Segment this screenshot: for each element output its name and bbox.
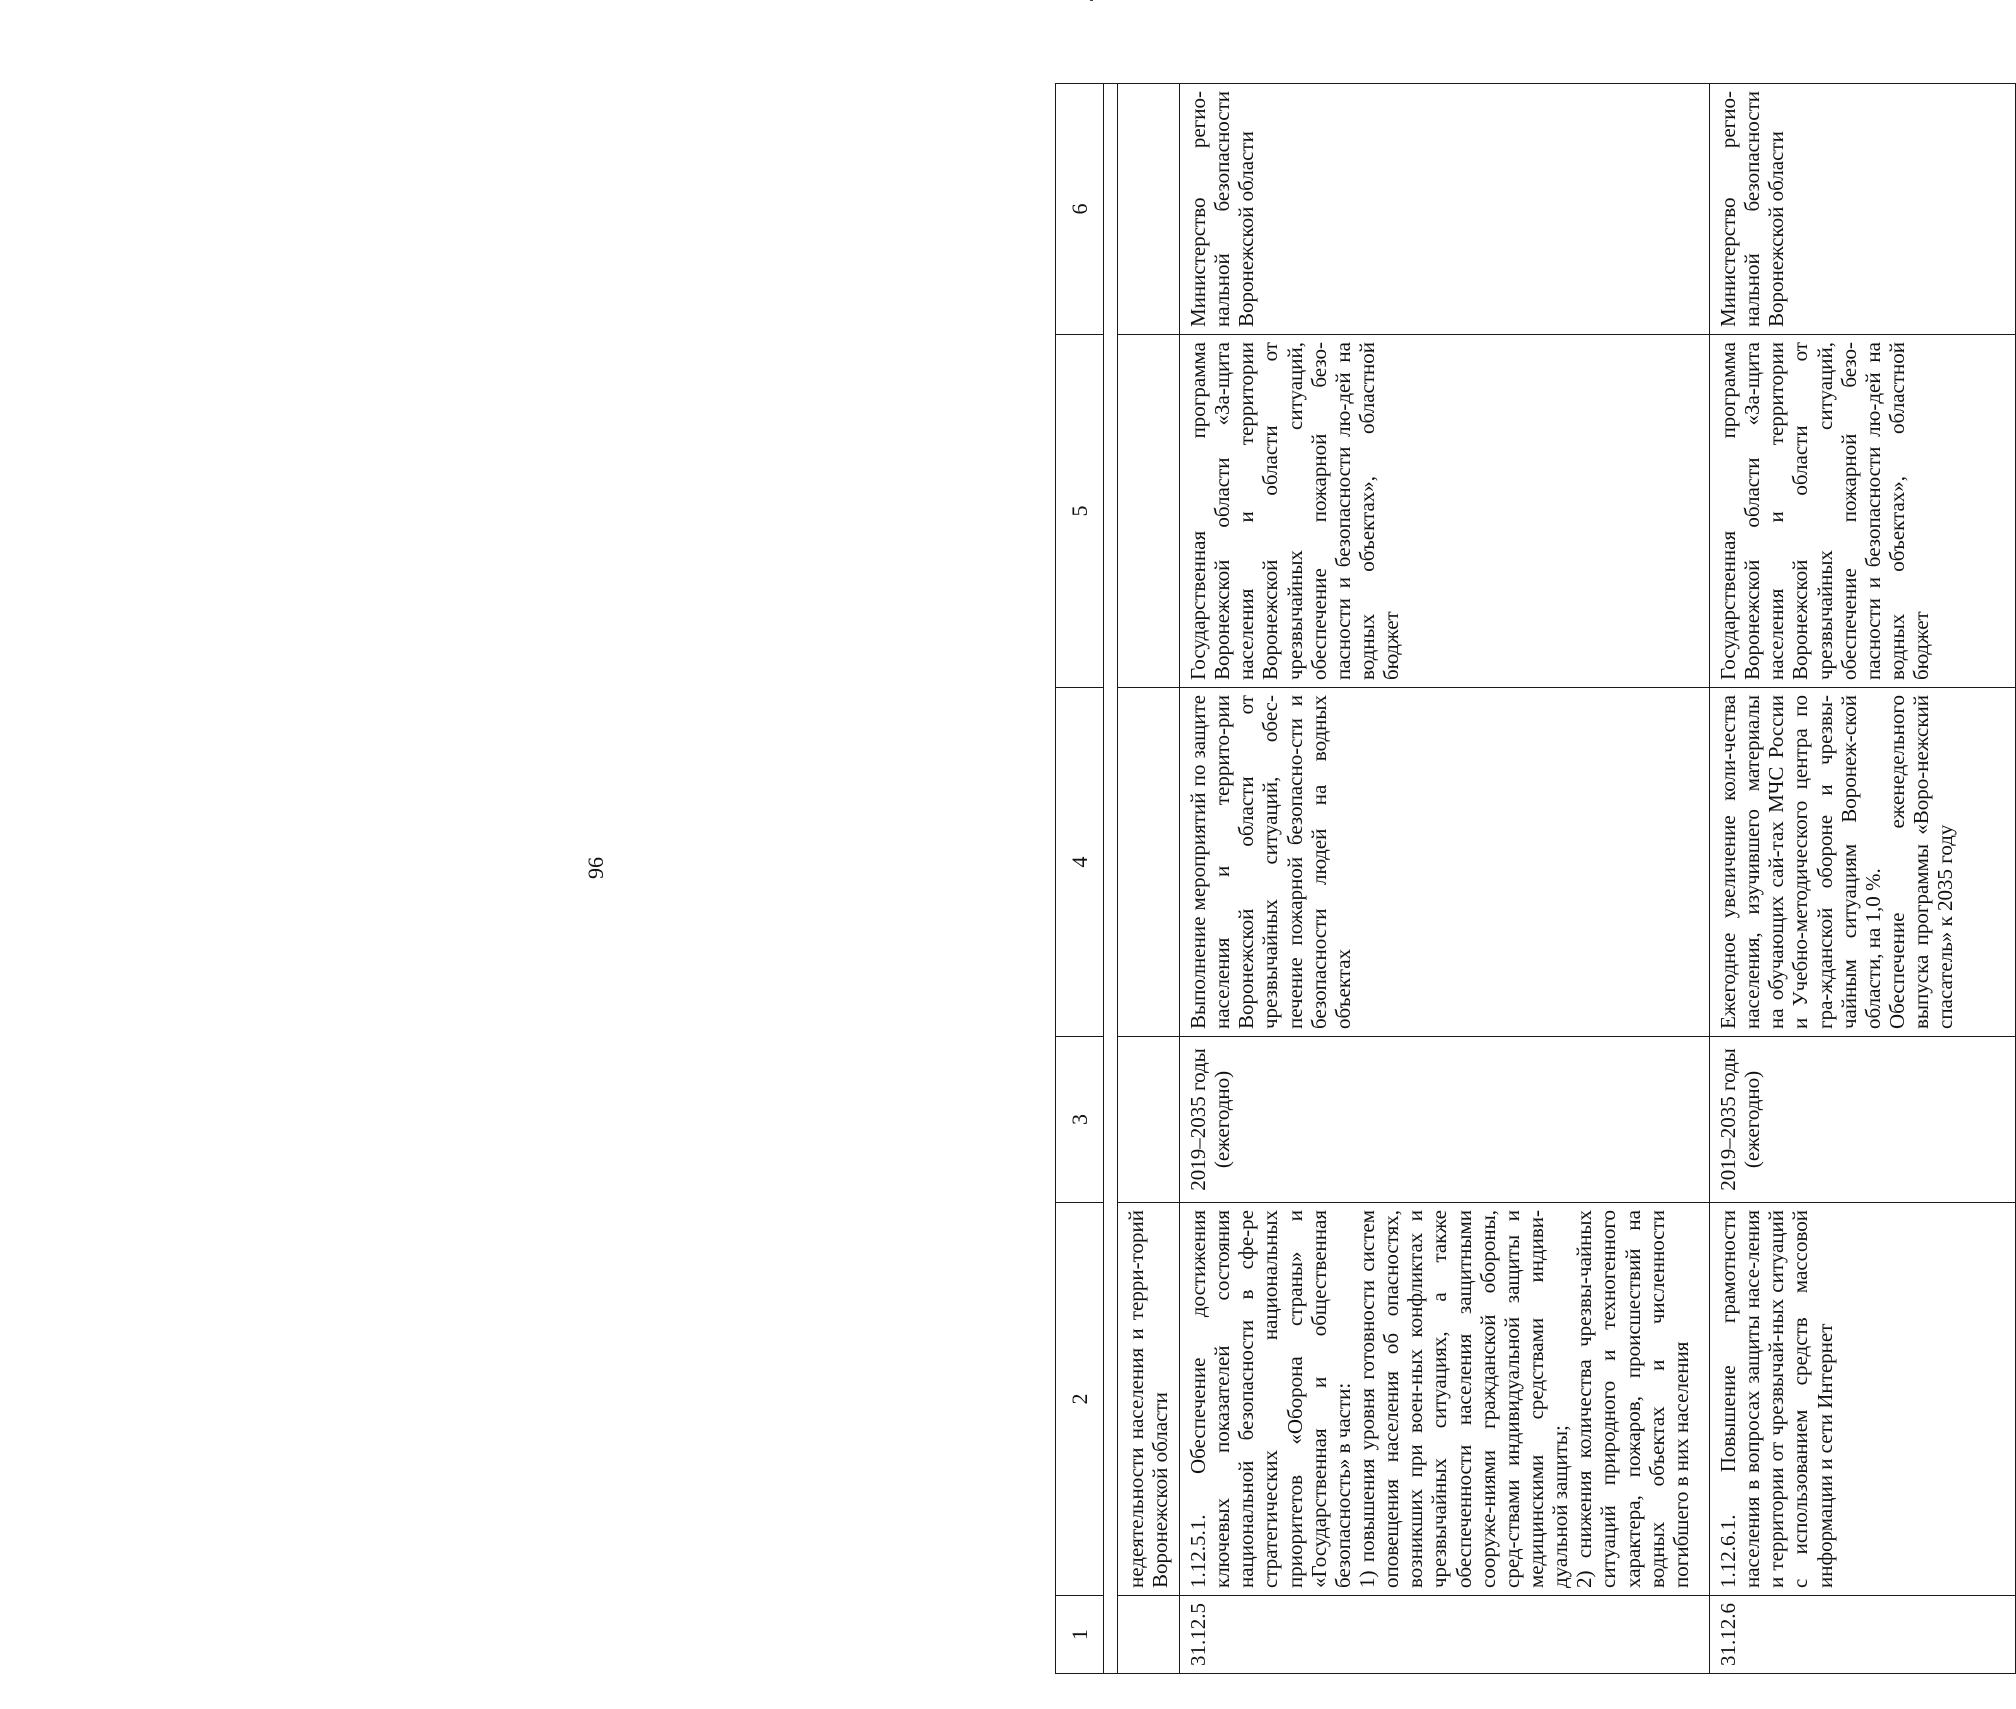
header-col-4: 4: [1056, 688, 1104, 1037]
measures-table: [1055, 83, 2016, 1674]
table-container: [1055, 84, 2015, 1674]
measure-item-1: 1) повышения уровня готовности систем оповещения населения об опасностях, возникших при воен-ных конфликтах и чрезвычайных ситуациях, а также обеспеченности населения защитными сооруже-ниями гражданской обороны, сред-ствами индивидуальной защиты и медицинскими средствами индиви-дуальной защиты;: [1354, 1210, 1573, 1588]
page-number: 96: [583, 857, 608, 879]
executor: Министерство регио-нальной безопасности Воронежской области: [1180, 84, 1710, 335]
header-col-2: 2: [1056, 1203, 1104, 1596]
header-col-5: 5: [1056, 335, 1104, 688]
expected-result: [1710, 688, 2016, 1037]
header-col-3: 3: [1056, 1037, 1104, 1203]
scan-mark: [1090, 0, 1093, 1]
table-row: [1710, 84, 2016, 1674]
period: 2019–2035 годы (ежегодно): [1180, 1037, 1710, 1203]
spacer-row: [1104, 84, 1118, 1674]
row-number: 31.12.5: [1180, 1596, 1710, 1674]
expected-result-part-2: Обеспечение еженедельного выпуска программы «Воро-нежский спасатель» к 2035 году: [1884, 695, 1958, 1029]
header-row: [1056, 84, 1104, 1674]
measure-item-2: 2) снижения количества чрезвы-чайных ситуаций природного и техногенного характера, пожаров, происшествий на водных объектах и численности погибшего в них населения: [1572, 1210, 1693, 1588]
program-source: Государственная программа Воронежской области «За-щита населения и территории Воронежской области от чрезвычайных ситуаций, обеспечение пожарной безо-пасности и безопасности лю-дей на водных объектах», областной бюджет: [1180, 335, 1710, 688]
spacer-cell: [1104, 84, 1118, 1674]
table-row: [1180, 84, 1710, 1674]
cell-continuation-text: недеятельности населения и терри-торий Воронежской области: [1118, 1203, 1180, 1596]
table-row-continuation: [1118, 84, 1180, 1674]
measure-title: 1.12.5.1. Обеспечение достижения ключевых показателей состояния национальной безопасности в сфе-ре стратегических национальных приоритетов «Оборона страны» и «Государственная и общественная безопасность» в части:: [1186, 1210, 1355, 1588]
cell-empty: [1118, 84, 1180, 335]
measure-description: 1.12.6.1. Повышение грамотности населения в вопросах защиты насе-ления и территории от чрезвычай-ных ситуаций с использованием средств массовой информации и сети Интернет: [1710, 1203, 2016, 1596]
measure-description: [1180, 1203, 1710, 1596]
row-number: 31.12.6: [1710, 1596, 2016, 1674]
header-col-6: 6: [1056, 84, 1104, 335]
expected-result-part-1: Ежегодное увеличение коли-чества населения, изучившего материалы на обучающих сай-тах МЧС России и Учебно-методического центра по гра-жданской обороне и чрезвы-чайным ситуациям Воронеж-ской области, на 1,0 %.: [1716, 695, 1885, 1029]
period: 2019–2035 годы (ежегодно): [1710, 1037, 2016, 1203]
program-source: Государственная программа Воронежской области «За-щита населения и территории Воронежской области от чрезвычайных ситуаций, обеспечение пожарной безо-пасности и безопасности лю-дей на водных объектах», областной бюджет: [1710, 335, 2016, 688]
executor: Министерство регио-нальной безопасности Воронежской области: [1710, 84, 2016, 335]
cell-empty: [1118, 688, 1180, 1037]
header-col-1: 1: [1056, 1596, 1104, 1674]
cell-empty: [1118, 1037, 1180, 1203]
cell-empty: [1118, 1596, 1180, 1674]
expected-result: Выполнение мероприятий по защите населения и террито-рии Воронежской области от чрезвычайных ситуаций, обес-печение пожарной безопасно-сти и безопасности людей на водных объектах: [1180, 688, 1710, 1037]
cell-empty: [1118, 335, 1180, 688]
